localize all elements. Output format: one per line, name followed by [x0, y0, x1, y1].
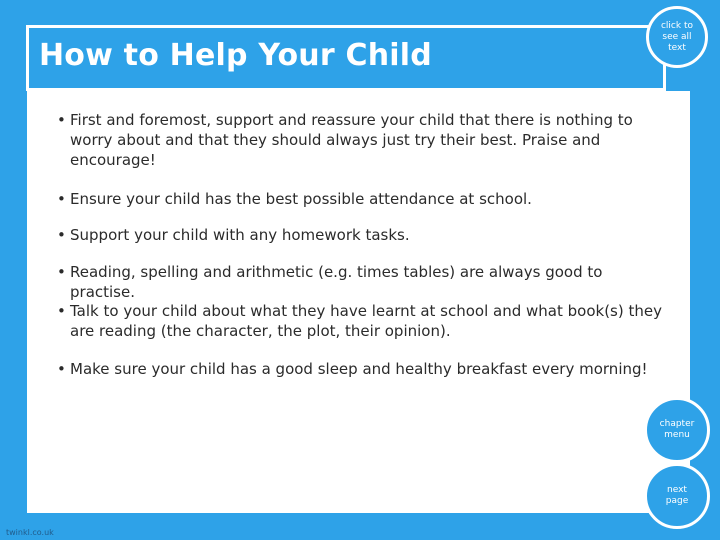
bullet-dot: •	[57, 302, 66, 320]
bullet-text: Reading, spelling and arithmetic (e.g. times tables) are always good to practise.	[70, 263, 603, 301]
bullet-text: First and foremost, support and reassure your child that there is nothing to worry about and that they should always just try their best. Praise and encourage!	[70, 111, 633, 169]
bullet-dot: •	[57, 360, 66, 378]
bullet-item	[57, 189, 667, 209]
bullet-text: Make sure your child has a good sleep and healthy breakfast every morning!	[70, 360, 648, 378]
bullet-item	[57, 301, 667, 341]
content-panel	[27, 91, 690, 513]
title-box	[26, 25, 666, 91]
next-page-button[interactable]	[644, 463, 710, 529]
bullet-item	[57, 262, 667, 302]
click-to-see-all-text-label: click to see all text	[660, 20, 693, 53]
bullet-item	[57, 359, 667, 379]
chapter-menu-label: chapter menu	[659, 419, 695, 440]
chapter-menu-button[interactable]	[644, 397, 710, 463]
bullet-dot: •	[57, 111, 66, 129]
bullet-text: Ensure your child has the best possible attendance at school.	[70, 190, 532, 208]
bullet-dot: •	[57, 263, 66, 281]
watermark: twinkl.co.uk	[6, 528, 54, 537]
bullet-dot: •	[57, 226, 66, 244]
bullet-dot: •	[57, 190, 66, 208]
next-page-label: next page	[665, 485, 689, 506]
click-to-see-all-text-button[interactable]	[646, 6, 708, 68]
page-title: How to Help Your Child	[39, 38, 432, 73]
bullet-text: Support your child with any homework tasks.	[70, 226, 410, 244]
bullet-text: Talk to your child about what they have learnt at school and what book(s) they are reading (the character, the plot, their opinion).	[70, 302, 662, 340]
bullet-item	[57, 225, 667, 245]
bullet-item	[57, 110, 667, 170]
